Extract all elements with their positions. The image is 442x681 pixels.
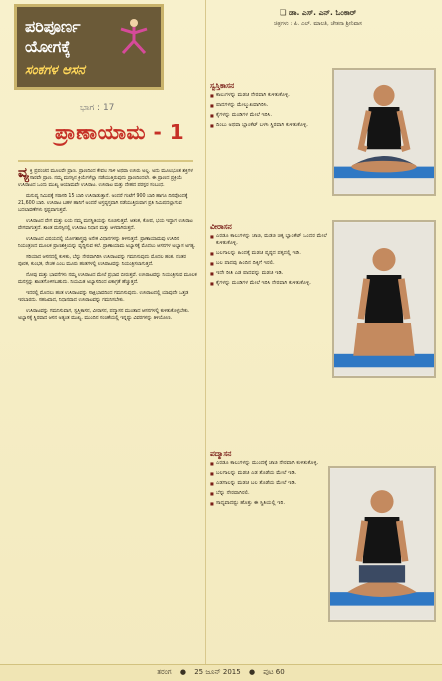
step-item: ■ ಪಾದಗಳನ್ನು ಮೇಲ್ಮುಖವಾಗಿರಿಸಿ.: [216, 102, 330, 109]
step-item: ■ ಬಲಗಾಲನ್ನು ಹಿಂದಕ್ಕೆ ಮಡಚಿ ಪೃಷ್ಠದ ಪಕ್ಕದಲ್ಲಿ ಇಡಿ.: [216, 250, 330, 257]
paragraph: ಇದರಲ್ಲಿ ಮೊದಲು ಹಂತ ಉಸಿರಾಟವನ್ನು ಸಾಕ್ಷಿಭಾವದಿಂದ ಗಮನಿಸುವುದು. ಉಸಿರಾಟದಲ್ಲಿ ಯಾವುದೇ ಒತ್ತಡ ಇರಬಾರದು. ಸಹಜವಾದ, ನಿಧಾನವಾದ ಉಸಿರಾಟವನ್ನು ಗಮನಿಸಬೇಕು.: [18, 291, 189, 303]
page-footer: [0, 664, 442, 681]
section-swastikasana: [210, 82, 330, 132]
step-item: ■ ಸಾಧ್ಯವಾದಷ್ಟು ಹೊತ್ತು ಈ ಸ್ಥಿತಿಯಲ್ಲಿ ಇರಿ.: [216, 500, 330, 507]
logo-line2: ಯೋಗಕ್ಕೆ: [25, 37, 71, 56]
paragraph: ಸರಿಯಾದ ಆಸನದಲ್ಲಿ ಕುಳಿತು, ಬೆನ್ನು ನೇರವಾಗಿರಿಸಿ ಉಸಿರಾಟವನ್ನು ಗಮನಿಸುವುದು ಮೊದಲ ಹಂತ. ನಂತರ ಪೂರಕ, ಕುಂಭಕ, ರೇಚಕ ಎಂಬ ಮೂರು ಹಂತಗಳಲ್ಲಿ ಉಸಿರಾಟವನ್ನು ನಿಯಂತ್ರಿಸಲಾಗುತ್ತದೆ.: [18, 255, 186, 267]
separator: ●: [248, 668, 256, 676]
padmasana-photo: [328, 466, 436, 622]
step-item: ■ ಎರಡೂ ಕಾಲುಗಳನ್ನು ಮುಂದಕ್ಕೆ ಚಾಚಿ ನೇರವಾಗಿ ಕುಳಿತುಕೊಳ್ಳಿ.: [216, 460, 330, 467]
section-heading: ಸ್ವಸ್ತಿಕಾಸನ: [210, 81, 235, 90]
logo-line3: ಸಂಕಗಳ ಆಸನ: [25, 63, 85, 78]
step-item: ■ ಕಾಲುಗಳನ್ನು ಮಡಚಿ ನೇರವಾಗಿ ಕುಳಿತುಕೊಳ್ಳಿ.: [216, 92, 330, 99]
paragraph: ಉಸಿರಾಟವನ್ನು ಗಮನಿಸುವಾಗ, ಸ್ವಸ್ತಿಕಾಸನ, ವೀರಾಸನ, ಪದ್ಮಾಸನ ಮುಂತಾದ ಆಸನಗಳಲ್ಲಿ ಕುಳಿತುಕೊಳ್ಳಬೇಕು. ಅಭ್ಯಾಸಕ್ಕೆ ಸ್ಥಿರವಾದ ಆಸನ ಅತ್ಯಂತ ಮುಖ್ಯ. ಮುಂದಿನ ಸಂಚಿಕೆಯಲ್ಲಿ ಇನ್ನಷ್ಟು ವಿವರಗಳನ್ನು ತಿಳಿಯೋಣ.: [18, 309, 190, 321]
paragraph: ಮನುಷ್ಯ ನಿಮಿಷಕ್ಕೆ ಸರಾಸರಿ 15 ಬಾರಿ ಉಸಿರಾಡುತ್ತಾನೆ. ಅಂದರೆ ಗಂಟೆಗೆ 900 ಬಾರಿ ಹಾಗೂ ದಿನವೊಂದಕ್ಕೆ 21,600 ಬಾರಿ. ಉಸಿರಾಟ ಬಹಳ ಹಾನಿಗೆ ಅಂದರೆ ಅಸ್ತವ್ಯಸ್ತವಾಗಿ ನಡೆಯುತ್ತಿರುವಾಗ ಪ್ರತಿ ನಿಮಿಷದಲ್ಲಾಗುವ ಬದಲಾವಣೆಗಳು ಸ್ಪಷ್ಟವಾಗುತ್ತವೆ.: [18, 194, 188, 213]
step-item: ■ ಕೈಗಳನ್ನು ಮಂಡಿಗಳ ಮೇಲೆ ಇರಿಸಿ.: [216, 112, 330, 119]
paragraph: ಉಸಿರಾಟದ ವಿಷಯದಲ್ಲಿ ಯೋಗಶಾಸ್ತ್ರವು ಅನೇಕ ವಿಧಾನಗಳನ್ನು ತಿಳಿಸುತ್ತದೆ. ಪ್ರಾಣಾಯಾಮವು ಉಸಿರಿನ ನಿಯಂತ್ರಣದ ಮೂಲಕ ಪ್ರಾಣಶಕ್ತಿಯನ್ನು ವೃದ್ಧಿಸುವ ಕಲೆ. ಪ್ರಾಣಾಯಾಮ ಅಭ್ಯಾಸಕ್ಕೆ ಮೊದಲು ಆಸನಗಳ ಅಭ್ಯಾಸ ಅಗತ್ಯ.: [18, 237, 196, 249]
page-number: ಪುಟ 60: [263, 668, 285, 676]
publication-name: ತರಂಗ: [157, 668, 172, 676]
yoga-figure-icon: [113, 15, 155, 57]
logo-line1: ಪರಿಪೂರ್ಣ: [25, 17, 81, 36]
swastikasana-photo: [332, 68, 436, 196]
section-heading: ವೀರಾಸನ: [210, 222, 232, 231]
section-virasana: [210, 223, 330, 290]
article-body: [18, 168, 198, 666]
step-item: ■ ಎಡಗಾಲನ್ನು ಮಡಚಿ ಬಲ ತೊಡೆಯ ಮೇಲೆ ಇಡಿ.: [216, 480, 330, 487]
virasana-photo: [332, 220, 436, 378]
step-item: ■ ಬಲ ಪಾದವು ಹಿಂದಿನ ದಿಕ್ಕಿಗೆ ಇರಲಿ.: [216, 260, 330, 267]
step-item: ■ ಬಲಗಾಲನ್ನು ಮಡಚಿ ಎಡ ತೊಡೆಯ ಮೇಲೆ ಇಡಿ.: [216, 470, 330, 477]
author-name: ❏ ಡಾ. ಎಸ್. ಎನ್. ಓಂಕಾರ್: [279, 8, 357, 17]
byline: [218, 8, 418, 28]
step-item: ■ ಕೈಗಳನ್ನು ಮಂಡಿಗಳ ಮೇಲೆ ಇರಿಸಿ ನೇರವಾಗಿ ಕುಳಿತುಕೊಳ್ಳಿ.: [216, 280, 330, 287]
drop-cap: ವ್ಯ: [18, 168, 29, 181]
separator: ●: [179, 668, 186, 676]
step-item: ■ ಎರಡೂ ಕಾಲುಗಳನ್ನು ಚಾಚಿ, ಮಡಚಿ ಚಿಕ್ಕ ಬ್ಲಾಂಕೆಟ್ ಒಂದರ ಮೇಲೆ ಕುಳಿತುಕೊಳ್ಳಿ.: [216, 233, 330, 247]
section-heading: ಪದ್ಮಾಸನ: [210, 449, 232, 458]
step-item: ■ ಬೆನ್ನು ನೇರವಾಗಿರಲಿ.: [216, 490, 330, 497]
step-item: ■ ಇದೇ ರೀತಿ ಎಡ ಪಾದವನ್ನು ಮಡಚಿ ಇಡಿ.: [216, 270, 330, 277]
photo-credit: ಚಿತ್ರಗಳು : ಪಿ. ಎಲ್. ಮಾಲತಿ, ಚೇತನಾ ಶ್ರೀನಿವಾಸ: [274, 21, 362, 27]
paragraph: ಉಸಿರಾಟದ ವೇಗ ಮತ್ತು ಲಯ ನಮ್ಮ ಮನಸ್ಥಿತಿಯನ್ನು ಸೂಚಿಸುತ್ತವೆ. ಆತಂಕ, ಕೋಪ, ಭಯ ಇದ್ದಾಗ ಉಸಿರಾಟ ವೇಗವಾಗುತ್ತದೆ. ಶಾಂತ ಮನಸ್ಸಿನಲ್ಲಿ ಉಸಿರಾಟ ನಿಧಾನ ಮತ್ತು ಆಳವಾಗಿರುತ್ತದೆ.: [18, 219, 193, 231]
section-padmasana: [210, 450, 330, 510]
column-divider: [205, 0, 206, 664]
issue-date: 25 ಜೂನ್ 2015: [194, 668, 241, 676]
series-logo: [14, 4, 164, 90]
article-title: ಪ್ರಾಣಾಯಾಮ - 1: [55, 120, 185, 144]
part-number: ಭಾಗ : 17: [80, 103, 115, 113]
paragraph: ಕ್ತಿ ಪ್ರಪಂಚದ ಮೂಲವೇ ಪ್ರಾಣ. ಪ್ರಾಣದಿಂದ ಕೇವಲ ಗಾಳಿ ಅಥವಾ ಉಸಿರು ಅಲ್ಲ. ಅದು ಮೂಲಭೂತ ಶಕ್ತಿಗಳ ಸಾರವೇ ಪ್ರಾಣ. ನಮ್ಮ ಮನಸ್ಸಿನ ಕ್ರಿಯೆಗಳೆಲ್ಲಾ ನಡೆಯುತ್ತಿರುವುದು ಪ್ರಾಣದಿಂದಲೇ. ಈ ಪ್ರಾಣದ ಪ್ರಕ್ರಿಯೆ ಉಸಿರಾಟದ ಒಂದು ಮುಖ್ಯ ಆಯಾಮವೇ ಉಸಿರಾಟ. ಉಸಿರಾಟ ಮತ್ತು ದೇಹದ ಪರಸ್ಪರ ಸಂಬಂಧ.: [18, 169, 193, 188]
step-item: ■ ದಿಂಬು ಅಥವಾ ಬ್ಲಾಂಕೆಟ್ ಬಳಸಿ ಸ್ಥಿರವಾಗಿ ಕುಳಿತುಕೊಳ್ಳಿ.: [216, 122, 330, 129]
title-divider: [18, 160, 193, 162]
paragraph: ನೋವು ಮತ್ತು ಭಾವನೆಗಳು ನಮ್ಮ ಉಸಿರಾಟದ ಮೇಲೆ ಪ್ರಭಾವ ಬೀರುತ್ತವೆ. ಉಸಿರಾಟವನ್ನು ನಿಯಂತ್ರಿಸುವ ಮೂಲಕ ಮನಸ್ಸನ್ನು ಶಾಂತಗೊಳಿಸಬಹುದು. ನಿಯಮಿತ ಅಭ್ಯಾಸದಿಂದ ಏಕಾಗ್ರತೆ ಹೆಚ್ಚುತ್ತದೆ.: [18, 273, 197, 285]
